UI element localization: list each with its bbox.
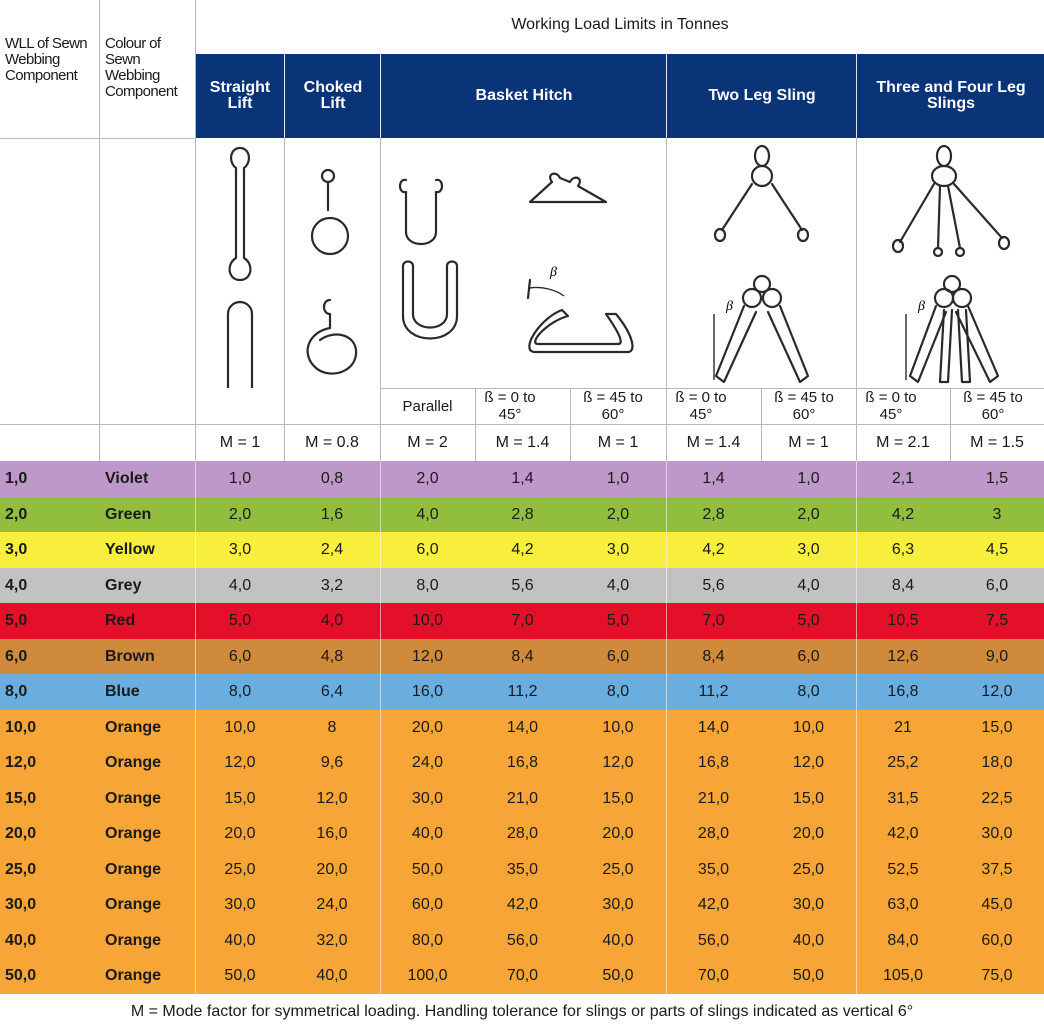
colour-name: Orange (105, 789, 162, 807)
load-cell: 32,0 (316, 931, 348, 949)
colour-name: Orange (105, 860, 162, 878)
load-cell: 15,0 (602, 789, 634, 807)
load-cell: 45,0 (981, 896, 1013, 913)
load-cell: 40,0 (411, 825, 444, 842)
load-cell: 12,0 (792, 754, 825, 771)
colour-name: Orange (105, 896, 162, 913)
load-cell: 21,0 (506, 789, 539, 807)
load-cell: 15,0 (981, 718, 1013, 736)
load-cell: 5,0 (606, 612, 630, 629)
load-cell: 1,5 (985, 470, 1009, 487)
table-row (0, 603, 1044, 639)
load-cell: 16,0 (411, 683, 444, 700)
wll-value: 15,0 (5, 789, 37, 807)
load-cell: 20,0 (316, 860, 348, 878)
wll-value: 6,0 (5, 647, 28, 665)
load-cell: 4,0 (320, 612, 344, 629)
angle-label: ß = 45 to 60° (583, 389, 643, 423)
colour-name: Violet (105, 470, 149, 487)
mode-factor: M = 0.8 (305, 434, 359, 451)
load-cell: 28,0 (506, 825, 539, 842)
load-cell: 1,4 (511, 470, 534, 487)
wll-value: 25,0 (5, 860, 37, 878)
wll-value: 5,0 (5, 612, 28, 629)
load-cell: 12,0 (411, 647, 444, 665)
colour-name: Orange (105, 931, 162, 949)
load-cell: 21 (894, 718, 912, 736)
load-cell: 2,8 (702, 505, 725, 523)
table-row (0, 816, 1044, 852)
wll-value: 3,0 (5, 541, 28, 558)
table-row (0, 710, 1044, 745)
load-cell: 70,0 (697, 967, 730, 984)
multi-leg-sling-icon (893, 146, 1009, 382)
load-cell: 20,0 (411, 718, 444, 736)
header-colour-label: Colour of Sewn Webbing Component (105, 35, 178, 100)
load-cell: 70,0 (506, 967, 539, 984)
angle-label: Parallel (402, 397, 453, 415)
load-cell: 8,4 (511, 647, 534, 665)
load-cell: 40,0 (792, 931, 825, 949)
load-cell: 8,4 (891, 576, 915, 594)
colour-name: Brown (105, 647, 155, 665)
load-cell: 12,6 (887, 647, 919, 665)
load-cell: 6,0 (416, 541, 439, 558)
load-cell: 2,0 (416, 470, 439, 487)
load-cell: 9,0 (985, 647, 1009, 665)
load-cell: 8,0 (416, 576, 439, 594)
load-cell: 28,0 (697, 825, 730, 842)
straight-lift-icon (228, 148, 252, 388)
load-cell: 100,0 (407, 967, 448, 984)
load-cell: 50,0 (602, 967, 634, 984)
load-cell: 9,6 (320, 754, 344, 771)
load-cell: 4,2 (702, 541, 725, 558)
load-cell: 15,0 (792, 789, 825, 807)
load-cell: 30,0 (224, 896, 256, 913)
load-cell: 10,5 (887, 612, 919, 629)
load-cell: 8,0 (228, 683, 252, 700)
load-cell: 4,2 (891, 505, 915, 523)
load-cell: 2,0 (606, 505, 630, 523)
load-cell: 3,0 (797, 541, 820, 558)
load-cell: 60,0 (981, 931, 1013, 949)
load-cell: 5,0 (228, 612, 252, 629)
load-cell: 105,0 (882, 967, 924, 984)
load-cell: 1,0 (606, 470, 630, 487)
load-cell: 10,0 (792, 718, 825, 736)
load-cell: 22,5 (981, 789, 1013, 807)
load-cell: 6,3 (891, 541, 915, 558)
load-cell: 11,2 (698, 683, 729, 700)
load-cell: 4,8 (320, 647, 344, 665)
load-cell: 21,0 (697, 789, 730, 807)
colour-name: Green (105, 505, 152, 523)
wll-value: 8,0 (5, 683, 28, 700)
load-cell: 50,0 (792, 967, 825, 984)
load-cell: 30,0 (981, 825, 1013, 842)
load-cell: 0,8 (320, 470, 344, 487)
table-row (0, 532, 1044, 568)
load-cell: 4,0 (797, 576, 820, 594)
load-cell: 12,0 (602, 754, 634, 771)
colour-name: Orange (105, 967, 162, 984)
load-cell: 75,0 (981, 967, 1013, 984)
load-cell: 4,2 (511, 541, 534, 558)
load-cell: 6,0 (228, 647, 252, 665)
load-cell: 3,0 (606, 541, 630, 558)
mode-factor: M = 1 (788, 434, 829, 451)
load-cell: 8,0 (606, 683, 630, 700)
load-cell: 2,1 (891, 470, 915, 487)
table-row (0, 852, 1044, 887)
load-cell: 84,0 (887, 931, 919, 949)
mode-factor: M = 2 (407, 434, 448, 451)
svg-text:β: β (918, 299, 925, 314)
load-cell: 52,5 (887, 860, 919, 878)
table-row (0, 674, 1044, 710)
load-cell: 37,5 (981, 860, 1013, 878)
load-cell: 16,8 (506, 754, 539, 771)
load-cell: 10,0 (411, 612, 444, 629)
table-row (0, 497, 1044, 532)
load-cell: 6,0 (797, 647, 820, 665)
load-cell: 8 (327, 718, 337, 736)
load-cell: 20,0 (602, 825, 634, 842)
load-cell: 12,0 (981, 683, 1013, 700)
load-cell: 14,0 (697, 718, 730, 736)
group-two-leg-sling: Two Leg Sling (666, 54, 857, 138)
sling-diagrams (0, 138, 1044, 388)
group-basket-hitch: Basket Hitch (380, 54, 667, 138)
load-cell: 56,0 (697, 931, 730, 949)
load-cell: 1,4 (702, 470, 725, 487)
wll-value: 40,0 (5, 931, 37, 949)
load-cell: 7,5 (985, 612, 1009, 629)
load-cell: 10,0 (224, 718, 256, 736)
load-cell: 63,0 (887, 896, 919, 913)
table-row (0, 781, 1044, 816)
load-cell: 1,6 (320, 505, 344, 523)
load-cell: 8,0 (797, 683, 820, 700)
load-cell: 5,6 (702, 576, 725, 594)
load-cell: 25,0 (602, 860, 634, 878)
load-cell: 24,0 (411, 754, 444, 771)
load-cell: 1,0 (797, 470, 820, 487)
load-cell: 2,0 (228, 505, 252, 523)
load-cell: 25,0 (224, 860, 256, 878)
load-cell: 25,0 (792, 860, 825, 878)
table-row (0, 958, 1044, 994)
load-cell: 4,0 (416, 505, 439, 523)
load-cell: 40,0 (316, 967, 348, 984)
angle-label: ß = 0 to 45° (675, 389, 727, 423)
load-cell: 18,0 (981, 754, 1013, 771)
wll-value: 1,0 (5, 470, 28, 487)
load-cell: 42,0 (697, 896, 730, 913)
colour-name: Orange (105, 718, 162, 736)
load-cell: 4,5 (985, 541, 1009, 558)
load-cell: 11,2 (507, 683, 538, 700)
angle-label: ß = 45 to 60° (774, 389, 834, 423)
svg-text:β: β (550, 265, 557, 280)
load-cell: 2,8 (511, 505, 534, 523)
mode-factor: M = 1.5 (970, 434, 1024, 451)
load-cell: 16,8 (887, 683, 919, 700)
load-cell: 15,0 (224, 789, 256, 807)
load-cell: 24,0 (316, 896, 348, 913)
load-cell: 12,0 (316, 789, 348, 807)
load-cell: 2,0 (797, 505, 820, 523)
colour-name: Red (105, 612, 136, 629)
angle-label: ß = 0 to 45° (484, 389, 536, 423)
load-cell: 40,0 (224, 931, 256, 949)
mode-factor: M = 2.1 (876, 434, 930, 451)
load-cell: 35,0 (506, 860, 539, 878)
wll-value: 30,0 (5, 896, 37, 913)
load-cell: 30,0 (792, 896, 825, 913)
load-cell: 4,0 (228, 576, 252, 594)
load-cell: 14,0 (506, 718, 539, 736)
load-cell: 5,6 (511, 576, 534, 594)
load-cell: 42,0 (887, 825, 919, 842)
table-row (0, 639, 1044, 674)
load-cell: 20,0 (224, 825, 256, 842)
colour-name: Orange (105, 825, 162, 842)
load-cell: 30,0 (602, 896, 634, 913)
load-cell: 31,5 (887, 789, 919, 807)
load-cell: 2,4 (320, 541, 344, 558)
load-cell: 16,0 (316, 825, 348, 842)
load-cell: 25,2 (887, 754, 919, 771)
load-cell: 20,0 (792, 825, 825, 842)
load-cell: 6,0 (985, 576, 1009, 594)
load-cell: 60,0 (411, 896, 444, 913)
load-cell: 12,0 (224, 754, 256, 771)
load-cell: 3 (992, 505, 1002, 523)
load-cell: 56,0 (506, 931, 539, 949)
load-cell: 16,8 (697, 754, 730, 771)
load-cell: 50,0 (224, 967, 256, 984)
group-choked-lift: Choked Lift (284, 54, 381, 138)
table-row (0, 568, 1044, 603)
table-row (0, 923, 1044, 958)
group-straight-lift: Straight Lift (196, 54, 284, 138)
load-cell: 4,0 (606, 576, 630, 594)
load-cell: 42,0 (506, 896, 539, 913)
angle-label: ß = 0 to 45° (865, 389, 917, 423)
load-cell: 10,0 (602, 718, 634, 736)
load-cell: 50,0 (411, 860, 444, 878)
load-cell: 7,0 (511, 612, 534, 629)
load-cell: 1,0 (228, 470, 252, 487)
mode-factor: M = 1.4 (495, 434, 550, 451)
table-row (0, 745, 1044, 781)
wll-value: 4,0 (5, 576, 28, 594)
colour-name: Yellow (105, 541, 155, 558)
colour-name: Blue (105, 683, 140, 700)
load-cell: 6,0 (606, 647, 630, 665)
two-leg-sling-icon (714, 146, 808, 382)
wll-value: 20,0 (5, 825, 37, 842)
load-cell: 8,4 (702, 647, 725, 665)
load-cell: 80,0 (411, 931, 444, 949)
load-cell: 5,0 (797, 612, 820, 629)
svg-text:β: β (726, 299, 733, 314)
header-wll-label: WLL of Sewn Webbing Component (5, 35, 88, 84)
mode-factor: M = 1.4 (686, 434, 741, 451)
choked-lift-icon (308, 170, 357, 374)
table-row (0, 887, 1044, 923)
load-cell: 7,0 (702, 612, 725, 629)
mode-factor: M = 1 (597, 434, 639, 451)
table-title: Working Load Limits in Tonnes (511, 16, 729, 33)
load-cell: 35,0 (697, 860, 730, 878)
load-cell: 3,0 (228, 541, 252, 558)
load-cell: 3,2 (320, 576, 344, 594)
colour-name: Orange (105, 754, 162, 771)
footer-note: M = Mode factor for symmetrical loading. Handling tolerance for slings or parts of slings indicated as vertical 6° (130, 1003, 914, 1020)
wll-value: 50,0 (5, 967, 37, 984)
group-three-four-leg: Three and Four Leg Slings (856, 54, 1044, 138)
wll-value: 12,0 (5, 754, 37, 771)
load-cell: 40,0 (602, 931, 634, 949)
mode-factor: M = 1 (219, 434, 261, 451)
colour-name: Grey (105, 576, 142, 594)
angle-label: ß = 45 to 60° (963, 389, 1023, 423)
load-cell: 30,0 (411, 789, 444, 807)
table-row (0, 461, 1044, 497)
load-cell: 6,4 (320, 683, 344, 700)
basket-parallel-icon (400, 180, 457, 339)
wll-value: 10,0 (5, 718, 37, 736)
wll-value: 2,0 (5, 505, 28, 523)
basket-angled-icon (528, 174, 632, 352)
